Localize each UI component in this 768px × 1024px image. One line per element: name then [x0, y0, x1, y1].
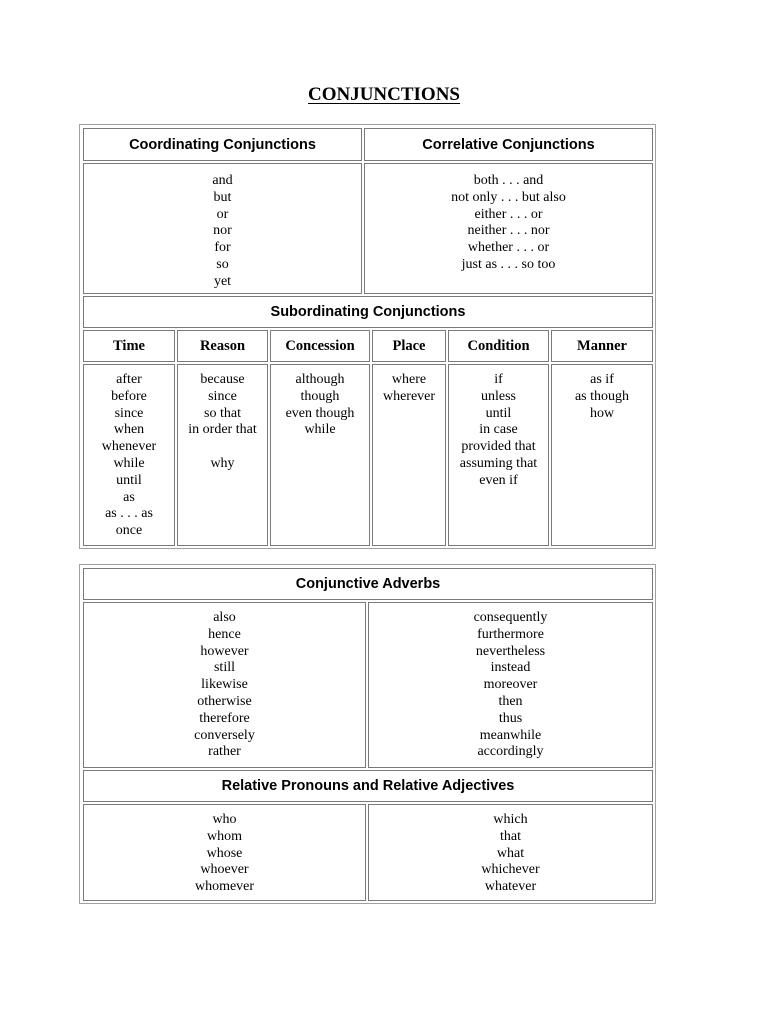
- list-item: which: [493, 812, 528, 827]
- conjunctions-table: [79, 124, 656, 549]
- list-item: or: [216, 206, 229, 222]
- list-item: in order that: [188, 422, 257, 438]
- list-item: as: [123, 489, 135, 505]
- conjunctive-adverbs-right-list: [368, 602, 653, 768]
- list-item: therefore: [199, 710, 250, 726]
- list-item: provided that: [461, 439, 536, 455]
- relative-right-list: [368, 804, 653, 901]
- relative-header: Relative Pronouns and Relative Adjectives: [83, 770, 653, 802]
- list-item: in case: [479, 422, 518, 438]
- list-item: moreover: [483, 677, 538, 693]
- list-item: so: [216, 256, 229, 272]
- list-item: for: [214, 240, 231, 256]
- list-item: otherwise: [197, 693, 252, 709]
- list-item: whose: [206, 845, 243, 861]
- list-item: while: [113, 455, 145, 471]
- list-item: since: [114, 405, 144, 421]
- list-item: before: [111, 388, 147, 404]
- list-item: though: [300, 388, 340, 404]
- list-item: that: [500, 828, 521, 844]
- place-header: Place: [372, 330, 446, 362]
- list-item: neither . . . nor: [467, 223, 550, 239]
- list-item: still: [213, 660, 235, 676]
- list-item: while: [304, 422, 336, 438]
- list-item: also: [213, 610, 236, 625]
- list-item: accordingly: [477, 744, 544, 760]
- coordinating-header: Coordinating Conjunctions: [83, 128, 362, 161]
- list-item: until: [485, 405, 512, 421]
- list-item: but: [213, 189, 232, 205]
- list-item: just as . . . so too: [461, 256, 556, 272]
- list-item: consequently: [473, 610, 548, 625]
- condition-list: [448, 364, 549, 546]
- time-header: Time: [83, 330, 175, 362]
- list-item: even if: [479, 472, 518, 488]
- list-item: then: [498, 693, 523, 709]
- list-item: conversely: [194, 727, 255, 743]
- list-item: whomever: [194, 879, 255, 895]
- list-item: unless: [481, 388, 516, 404]
- list-item: rather: [208, 744, 241, 760]
- list-item: wherever: [382, 388, 436, 404]
- list-item: if: [494, 372, 503, 387]
- list-item: nor: [213, 223, 232, 239]
- list-item: once: [115, 523, 143, 539]
- correlative-header: Correlative Conjunctions: [364, 128, 653, 161]
- list-item: and: [212, 173, 233, 188]
- conjunctive-adverbs-left-list: [83, 602, 366, 768]
- list-item: how: [589, 405, 615, 421]
- list-item: until: [116, 472, 142, 488]
- correlative-list: [364, 163, 653, 294]
- adverbs-table: [79, 564, 656, 904]
- list-item: as if: [590, 372, 614, 387]
- list-item: hence: [208, 626, 241, 642]
- concession-header: Concession: [270, 330, 370, 362]
- reason-header: Reason: [177, 330, 268, 362]
- list-item: as though: [574, 388, 630, 404]
- list-item: nevertheless: [475, 643, 546, 659]
- place-list: [372, 364, 446, 546]
- list-item: who: [212, 812, 237, 827]
- page-title: CONJUNCTIONS: [307, 84, 461, 105]
- list-item: either . . . or: [474, 206, 543, 222]
- time-list: [83, 364, 175, 546]
- list-item: whether . . . or: [467, 240, 550, 256]
- reason-list: [177, 364, 268, 546]
- list-item: both . . . and: [473, 173, 544, 188]
- concession-list: [270, 364, 370, 546]
- manner-list: [551, 364, 653, 546]
- condition-header: Condition: [448, 330, 549, 362]
- relative-left-list: [83, 804, 366, 901]
- list-item: whatever: [484, 879, 537, 895]
- list-item: why: [210, 455, 235, 471]
- list-item: whoever: [200, 862, 249, 878]
- list-item: although: [295, 372, 345, 387]
- list-item: even though: [285, 405, 355, 421]
- list-item: assuming that: [459, 455, 538, 471]
- list-item: whenever: [101, 439, 157, 455]
- manner-header: Manner: [551, 330, 653, 362]
- list-item: since: [208, 388, 237, 404]
- list-item: likewise: [201, 677, 248, 693]
- list-item: instead: [490, 660, 531, 676]
- list-item: meanwhile: [479, 727, 542, 743]
- list-item: not only . . . but also: [451, 189, 566, 205]
- list-item: when: [113, 422, 145, 438]
- list-item: where: [391, 372, 427, 387]
- list-item: yet: [213, 273, 232, 289]
- list-item: thus: [498, 710, 523, 726]
- list-item: furthermore: [477, 626, 544, 642]
- conjunctive-adverbs-header: Conjunctive Adverbs: [83, 568, 653, 600]
- list-item: so that: [204, 405, 241, 421]
- list-item: whichever: [481, 862, 540, 878]
- list-item: however: [200, 643, 249, 659]
- list-item: because: [200, 372, 245, 387]
- list-item: [178, 439, 267, 456]
- list-item: after: [116, 372, 142, 387]
- coordinating-list: [83, 163, 362, 294]
- subordinating-header: Subordinating Conjunctions: [83, 296, 653, 328]
- list-item: whom: [207, 828, 242, 844]
- list-item: what: [496, 845, 525, 861]
- list-item: as . . . as: [105, 506, 153, 522]
